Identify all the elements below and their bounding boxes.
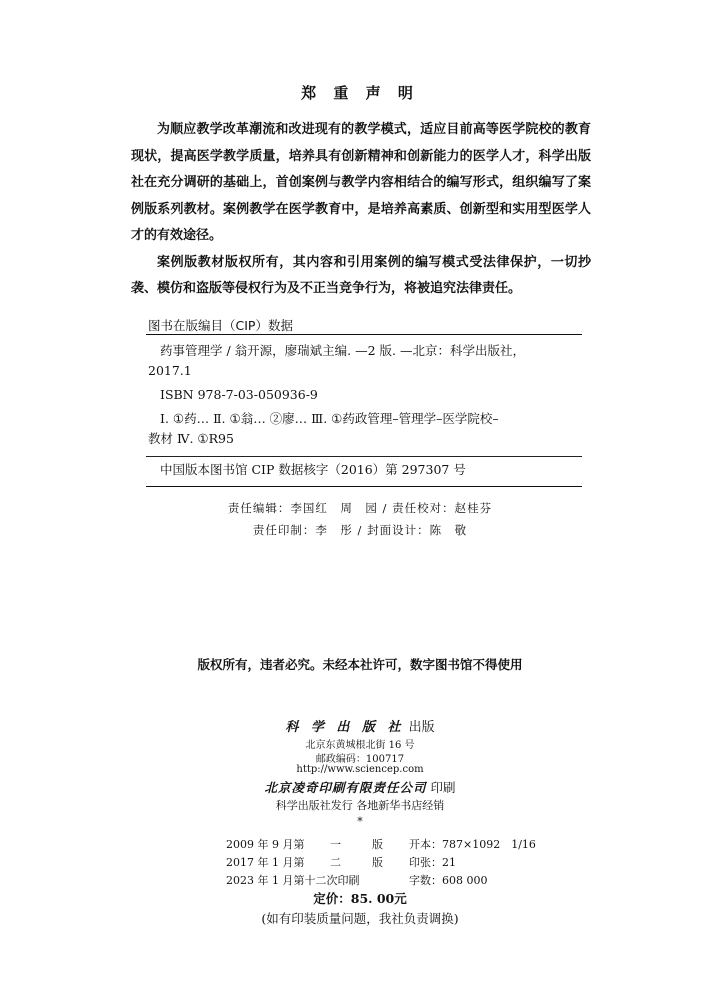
cip-top-rule [146, 334, 582, 335]
price-line [0, 889, 720, 907]
cip-classification: Ⅰ. ①药… Ⅱ. ①翁… ②廖… Ⅲ. ①药政管理–管理学–医学院校– [160, 411, 499, 426]
publisher-line [0, 716, 720, 735]
statement-paragraph: 为顺应教学改革潮流和改进现有的教学模式，适应目前高等医学院校的教育现状，提高医学教学质量，培养具有创新精神和创新能力的医学人才，科学出版社在充分调研的基础上，首创案例与教学内容相结合的编写形式，组织编写了案例版系列教材。案例教学在医学教育中，是培养高素质、创新型和实用型医学人才的有效途径。 [131, 122, 591, 243]
cip-entry-line: 药事管理学 / 翁开源，廖瑞斌主编. —2 版. —北京：科学出版社， [160, 343, 525, 358]
publisher-address: 北京东黄城根北街 16 号 [305, 740, 415, 751]
statement-title: 郑 重 声 明 [301, 84, 419, 102]
print-spec: 印张：21 [409, 856, 456, 869]
print-unit: 版 [372, 838, 383, 851]
quality-note: (如有印装质量问题，我社负责调换) [261, 911, 459, 926]
print-date: 2017 年 1 月第 [226, 856, 305, 869]
print-spec: 字数：608 000 [409, 874, 488, 887]
print-edition: 一 [330, 838, 341, 851]
print-date: 2009 年 9 月第 [226, 838, 305, 851]
statement-body [131, 117, 591, 303]
asterisk-separator: * [357, 815, 363, 828]
publisher-suffix: 出版 [408, 720, 435, 735]
cip-classification: 教材 Ⅳ. ①R95 [148, 431, 234, 446]
printer-suffix: 印刷 [430, 780, 456, 795]
cip-bottom-rule [146, 486, 582, 487]
price-label: 定价： [313, 891, 351, 906]
cip-entry-line: 2017.1 [148, 363, 192, 378]
cip-library-record: 中国版本图书馆 CIP 数据核字（2016）第 297307 号 [160, 462, 466, 477]
statement-paragraph: 案例版教材版权所有，其内容和引用案例的编写模式受法律保护，一切抄袭、模仿和盗版等侵权行为及不正当竞争行为，将被追究法律责任。 [131, 254, 591, 296]
publisher-website: http://www.sciencep.com [296, 764, 424, 775]
publisher-name: 科 学 出 版 社 [285, 720, 405, 735]
price-unit: 元 [394, 891, 407, 906]
cip-mid-rule [146, 456, 582, 457]
distribution-line: 科学出版社发行 各地新华书店经销 [275, 799, 445, 812]
printer-line [0, 778, 720, 796]
price-value: 85. 00 [350, 891, 395, 906]
cip-heading: 图书在版编目（CIP）数据 [148, 318, 293, 333]
print-edition: 二 [330, 856, 341, 869]
copyright-notice: 版权所有，违者必究。未经本社许可，数字图书馆不得使用 [197, 657, 523, 672]
printer-name: 北京凌奇印刷有限责任公司 [264, 780, 427, 795]
editors-line: 责任印制：李 彤 / 封面设计：陈 敬 [252, 523, 468, 537]
cip-isbn: ISBN 978-7-03-050936-9 [160, 387, 318, 402]
editors-line: 责任编辑：李国红 周 园 / 责任校对：赵桂芬 [227, 501, 493, 515]
print-date: 2023 年 1 月第十二次印刷 [226, 874, 360, 887]
print-spec: 开本：787×1092 1/16 [409, 838, 536, 851]
publisher-postcode: 邮政编码：100717 [315, 754, 405, 765]
print-unit: 版 [372, 856, 383, 869]
